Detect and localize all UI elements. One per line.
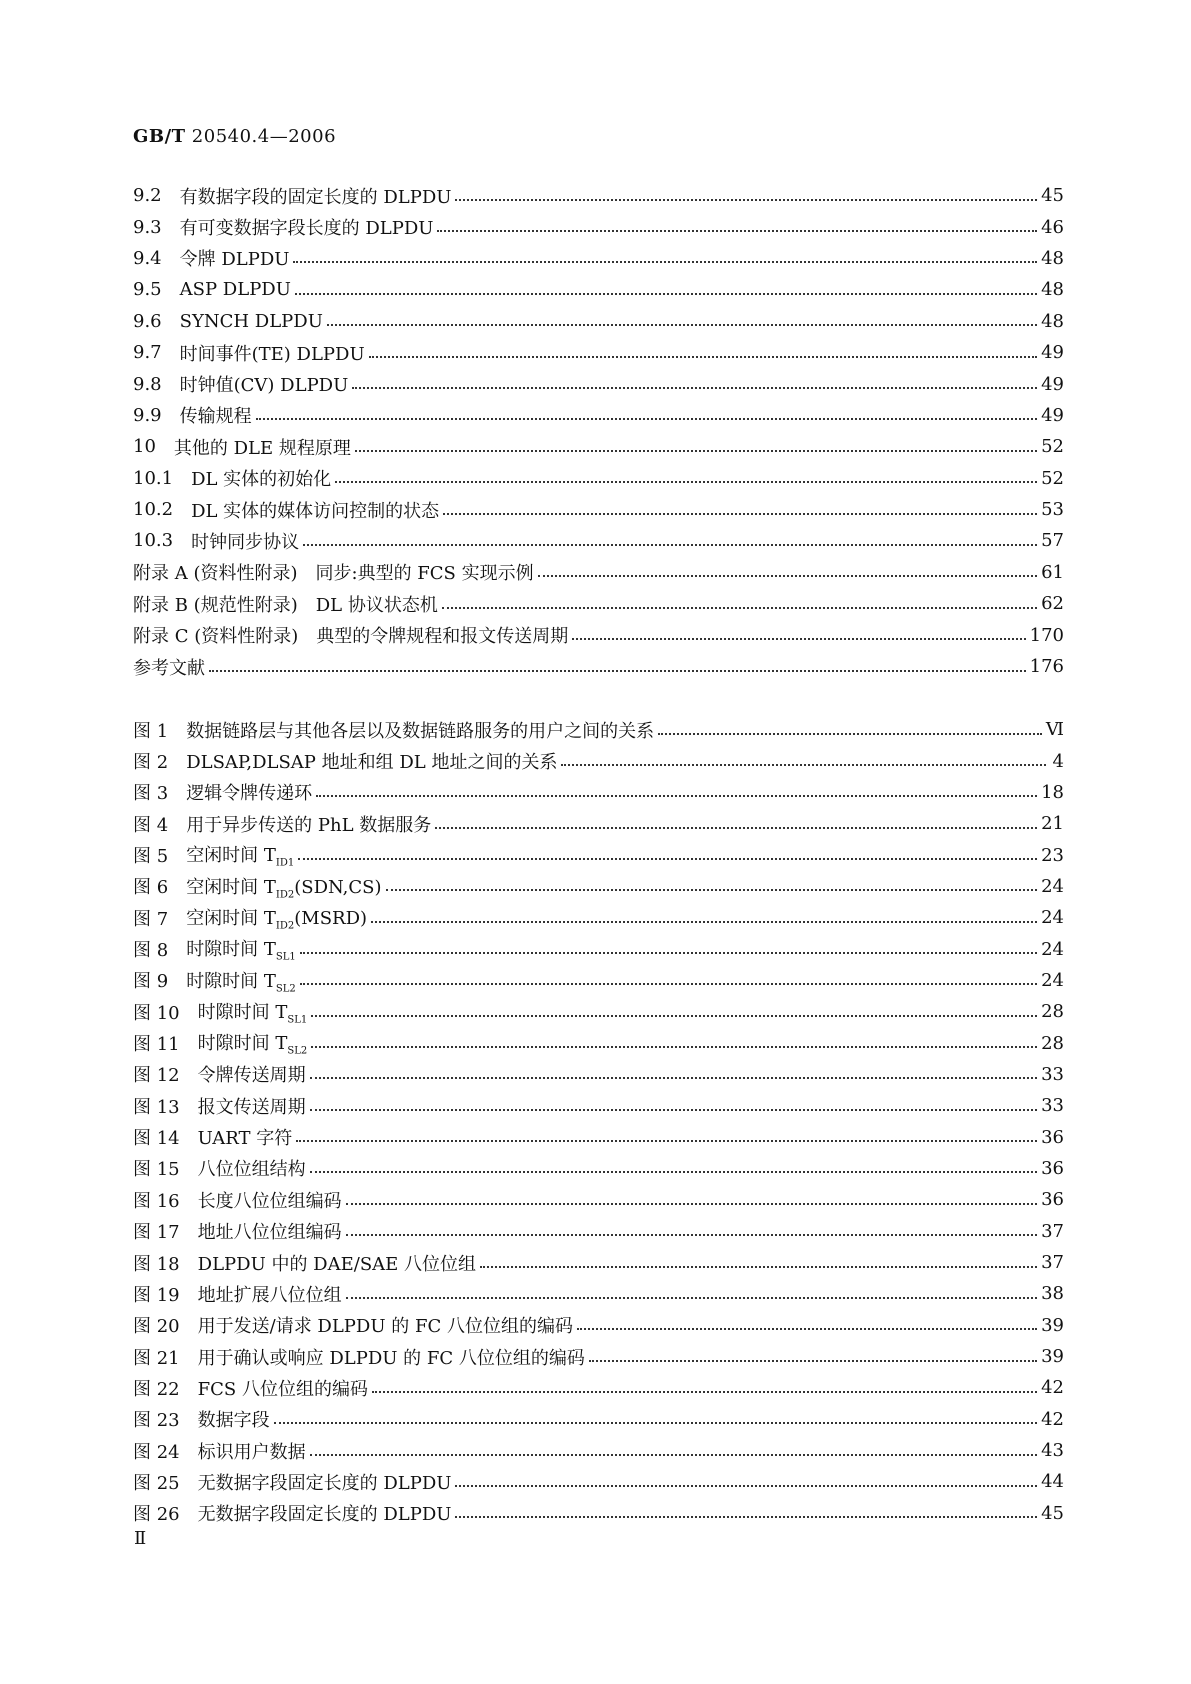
dot-leader [658, 733, 1042, 735]
dot-leader [572, 638, 1025, 640]
dot-leader [316, 795, 1037, 797]
toc-entry-number: 图 14 [133, 1128, 180, 1150]
toc-entry-page: 176 [1029, 656, 1064, 678]
standard-prefix: GB/T [133, 126, 186, 147]
toc-entry-page: 23 [1041, 844, 1064, 866]
toc-entry[interactable] [133, 1310, 1064, 1341]
toc-entry[interactable] [133, 463, 1064, 494]
toc-entry-number: 图 19 [133, 1284, 180, 1306]
toc-entry-number: 图 4 [133, 814, 169, 836]
dot-leader [310, 1109, 1037, 1111]
toc-entry-number: 图 5 [133, 846, 169, 868]
toc-entry-title: 八位位组结构 [197, 1159, 306, 1181]
toc-entry[interactable] [133, 368, 1064, 399]
toc-entry-page: 18 [1041, 781, 1064, 803]
toc-entry-title: 时钟值(CV) DLPDU [179, 375, 349, 397]
toc-entry[interactable] [133, 1341, 1064, 1372]
toc-entry[interactable] [133, 494, 1064, 525]
toc-entry-number: 9.8 [133, 373, 162, 395]
toc-entry[interactable] [133, 211, 1064, 242]
toc-entry-page: 33 [1041, 1095, 1064, 1117]
toc-sections [133, 180, 1064, 682]
toc-entry-title: UART 字符 [197, 1128, 293, 1150]
toc-entry-number: 图 10 [133, 1002, 180, 1024]
toc-entry-page: 62 [1041, 593, 1064, 615]
dot-leader [386, 889, 1038, 891]
toc-entry[interactable] [133, 1027, 1064, 1058]
dot-leader [209, 670, 1026, 672]
toc-entry-subscript: SL1 [287, 1014, 308, 1026]
toc-entry-number: 10.3 [133, 530, 174, 552]
dot-leader [372, 1391, 1037, 1393]
toc-entry-number: 图 25 [133, 1472, 180, 1494]
toc-entry-page: 48 [1041, 310, 1064, 332]
dot-leader [435, 827, 1037, 829]
toc-entry[interactable] [133, 1466, 1064, 1497]
toc-entry-number: 图 8 [133, 940, 169, 962]
dot-leader [442, 607, 1037, 609]
dot-leader [346, 1203, 1037, 1205]
toc-entry-title: DL 实体的初始化 [191, 469, 332, 491]
toc-entry-title: 传输规程 [179, 406, 252, 428]
toc-entry-subscript: SL2 [275, 983, 296, 995]
toc-entry[interactable] [133, 243, 1064, 274]
standard-number [133, 126, 336, 147]
toc-entry-title: DL 实体的媒体访问控制的状态 [191, 500, 440, 522]
toc-entry-number: 图 18 [133, 1253, 180, 1275]
toc-entry[interactable] [133, 1184, 1064, 1215]
toc-entry-page: 45 [1041, 1502, 1064, 1524]
toc-entry-title: 用于确认或响应 DLPDU 的 FC 八位位组的编码 [197, 1347, 585, 1369]
dot-leader [310, 1171, 1037, 1173]
toc-entry[interactable] [133, 745, 1064, 776]
dot-leader [369, 356, 1037, 358]
toc-entry-number: 图 22 [133, 1378, 180, 1400]
toc-entry-page: 52 [1041, 467, 1064, 489]
toc-entry[interactable] [133, 808, 1064, 839]
dot-leader [300, 952, 1037, 954]
toc-entry-page: 42 [1041, 1408, 1064, 1430]
toc-entry-title: 时隙时间 $T_{SL2}$ [197, 1033, 308, 1057]
dot-leader [296, 1140, 1037, 1142]
toc-entry-title: 有数据字段的固定长度的 DLPDU [179, 186, 452, 208]
dot-leader [589, 1360, 1037, 1362]
toc-entry-page: 49 [1041, 404, 1064, 426]
toc-entry-title: 数据字段 [197, 1410, 270, 1432]
toc-entry[interactable] [133, 619, 1064, 650]
toc-entry-number: 9.6 [133, 310, 162, 332]
toc-entry-page: 61 [1041, 561, 1064, 583]
toc-entry-page: 24 [1041, 938, 1064, 960]
dot-leader [455, 1485, 1037, 1487]
dot-leader [352, 387, 1037, 389]
toc-entry-title: 报文传送周期 [197, 1096, 306, 1118]
toc-entry[interactable] [133, 337, 1064, 368]
toc-entry[interactable] [133, 933, 1064, 964]
toc-entry-title: DL 协议状态机 [315, 594, 438, 616]
toc-entry-page: 28 [1041, 1001, 1064, 1023]
toc-entry-page: 49 [1041, 342, 1064, 364]
toc-entry-title: 同步:典型的 FCS 实现示例 [315, 563, 534, 585]
toc-entry[interactable] [133, 525, 1064, 556]
toc-entry-page: 48 [1041, 279, 1064, 301]
dot-leader [455, 1516, 1037, 1518]
toc-entry-page: 24 [1041, 907, 1064, 929]
dot-leader [335, 481, 1037, 483]
toc-entry-number: 10.2 [133, 499, 174, 521]
toc-entry-page: 24 [1041, 875, 1064, 897]
dot-leader [310, 1454, 1037, 1456]
toc-entry-title: 令牌 DLPDU [179, 249, 290, 271]
toc-entry[interactable] [133, 1278, 1064, 1309]
dot-leader [346, 1234, 1037, 1236]
dot-leader [538, 575, 1037, 577]
toc-entry-number: 图 16 [133, 1190, 180, 1212]
toc-entry-page: 52 [1041, 436, 1064, 458]
toc-entry-page: 42 [1041, 1377, 1064, 1399]
toc-entry-number: 图 2 [133, 752, 169, 774]
toc-entry-page: 170 [1029, 624, 1064, 646]
toc-entry-page: 36 [1041, 1126, 1064, 1148]
toc-entry[interactable] [133, 588, 1064, 619]
toc-entry-number: 图 12 [133, 1065, 180, 1087]
toc-entry-title: 典型的令牌规程和报文传送周期 [316, 626, 569, 648]
toc-entry[interactable] [133, 1059, 1064, 1090]
toc-entry[interactable] [133, 1247, 1064, 1278]
toc-entry-title: 用于发送/请求 DLPDU 的 FC 八位位组的编码 [197, 1316, 573, 1338]
toc-entry-number: 10.1 [133, 467, 174, 489]
toc-entry-title: 无数据字段固定长度的 DLPDU [197, 1472, 452, 1494]
toc-entry-number: 图 26 [133, 1504, 180, 1526]
toc-entry-number: 图 24 [133, 1441, 180, 1463]
dot-leader [311, 1046, 1037, 1048]
toc-entry-page: 36 [1041, 1157, 1064, 1179]
toc-entry[interactable] [133, 1435, 1064, 1466]
dot-leader [274, 1422, 1037, 1424]
toc-entry-page: 24 [1041, 969, 1064, 991]
toc-entry[interactable] [133, 557, 1064, 588]
toc-entry[interactable] [133, 651, 1064, 682]
toc-entry-title: 标识用户数据 [197, 1441, 306, 1463]
toc-entry[interactable] [133, 431, 1064, 462]
toc-entry[interactable] [133, 965, 1064, 996]
toc-entry-page: 39 [1041, 1346, 1064, 1368]
toc-entry-number: 9.9 [133, 404, 162, 426]
dot-leader [293, 261, 1037, 263]
toc-entry[interactable] [133, 1121, 1064, 1152]
toc-entry-title: ASP DLPDU [179, 279, 291, 301]
toc-entry[interactable] [133, 839, 1064, 870]
toc-entry-number: 图 1 [133, 720, 169, 742]
toc-entry[interactable] [133, 902, 1064, 933]
toc-entry-title: 时间事件(TE) DLPDU [179, 343, 365, 365]
dot-leader [371, 921, 1037, 923]
toc-entry-title: DLSAP,DLSAP 地址和组 DL 地址之间的关系 [186, 752, 558, 774]
toc-entry-title: DLPDU 中的 DAE/SAE 八位位组 [197, 1253, 477, 1275]
toc-entry-page: 21 [1041, 813, 1064, 835]
toc-entry-number: 图 6 [133, 877, 169, 899]
toc-entry-title: 数据链路层与其他各层以及数据链路服务的用户之间的关系 [186, 720, 655, 742]
toc-entry[interactable] [133, 714, 1064, 745]
toc-entry-title: 令牌传送周期 [197, 1065, 306, 1087]
toc-entry-number: 附录 B (规范性附录) [133, 594, 298, 616]
dot-leader [295, 293, 1037, 295]
dot-leader [355, 450, 1037, 452]
toc-entry-title: 时隙时间 $T_{SL2}$ [186, 970, 296, 995]
page-number: Ⅱ [134, 1528, 147, 1549]
toc-entry-subscript: ID1 [275, 857, 295, 869]
toc-entry-page: Ⅵ [1045, 719, 1064, 741]
dot-leader [346, 1297, 1037, 1299]
toc-entry-number: 图 11 [133, 1034, 180, 1056]
toc-entry-title: 有可变数据字段长度的 DLPDU [179, 218, 434, 240]
toc-entry-subscript: SL2 [287, 1045, 308, 1057]
toc-entry-page: 36 [1041, 1189, 1064, 1211]
dot-leader [577, 1328, 1037, 1330]
toc-entry-title: FCS 八位位组的编码 [197, 1378, 368, 1400]
toc-entry-number: 附录 C (资料性附录) [133, 626, 299, 648]
dot-leader [327, 324, 1037, 326]
toc-entry-title: 时隙时间 $T_{SL1}$ [186, 939, 296, 963]
toc-entry-title: 无数据字段固定长度的 DLPDU [197, 1504, 452, 1526]
dot-leader [256, 418, 1037, 420]
toc-entry[interactable] [133, 400, 1064, 431]
toc-entry-title: 空闲时间 $T_{ID1}$ [186, 845, 295, 869]
toc-entry-page: 53 [1041, 499, 1064, 521]
toc-entry-title: 空闲时间 $T_{ID2}(SDN,CS)$ [186, 876, 382, 901]
toc-entry[interactable] [133, 777, 1064, 808]
toc-entry-page: 43 [1041, 1440, 1064, 1462]
toc-entry-page: 37 [1041, 1220, 1064, 1242]
toc-entry-page: 48 [1041, 247, 1064, 269]
dot-leader [300, 983, 1037, 985]
toc-entry-page: 37 [1041, 1252, 1064, 1274]
toc-entry-number: 图 17 [133, 1222, 180, 1244]
toc-entry-number: 图 15 [133, 1159, 180, 1181]
dot-leader [437, 230, 1037, 232]
toc-entry-page: 4 [1052, 750, 1064, 772]
toc-entry-title: 其他的 DLE 规程原理 [173, 437, 351, 459]
dot-leader [311, 1015, 1037, 1017]
toc-entry-number: 9.7 [133, 342, 162, 364]
toc-entry[interactable] [133, 996, 1064, 1027]
toc-entry-title: 地址八位位组编码 [197, 1222, 342, 1244]
dot-leader [298, 858, 1037, 860]
toc-entry-number: 附录 A (资料性附录) [133, 563, 298, 585]
toc-entry-number: 9.5 [133, 279, 162, 301]
toc-entry-number: 图 7 [133, 908, 169, 930]
toc-entry-title: 逻辑令牌传递环 [186, 783, 313, 805]
toc-entry[interactable] [133, 1372, 1064, 1403]
toc-entry-title: 用于异步传送的 PhL 数据服务 [186, 814, 432, 836]
toc-entry[interactable] [133, 306, 1064, 337]
dot-leader [561, 764, 1046, 766]
toc-entry-title: SYNCH DLPDU [179, 310, 323, 332]
toc-entry-page: 57 [1041, 530, 1064, 552]
dot-leader [310, 1077, 1037, 1079]
toc-entry-subscript: SL1 [275, 951, 296, 963]
dot-leader [443, 513, 1037, 515]
dot-leader [480, 1266, 1037, 1268]
toc-entry-number: 图 21 [133, 1347, 180, 1369]
toc-entry-title: 时钟同步协议 [191, 531, 300, 553]
dot-leader [303, 544, 1037, 546]
toc-entry-page: 49 [1041, 373, 1064, 395]
toc-figures [133, 714, 1064, 1529]
toc-entry-number: 9.2 [133, 185, 162, 207]
toc-entry-number: 图 13 [133, 1096, 180, 1118]
toc-entry-number: 参考文献 [133, 657, 205, 679]
toc-entry-page: 28 [1041, 1032, 1064, 1054]
toc-entry[interactable] [133, 1153, 1064, 1184]
toc-entry[interactable] [133, 1498, 1064, 1529]
toc-entry-subscript: ID2 [275, 920, 295, 932]
toc-entry-number: 图 3 [133, 783, 169, 805]
standard-code: 20540.4—2006 [191, 126, 337, 147]
toc-entry-page: 44 [1041, 1471, 1064, 1493]
toc-entry-number: 10 [133, 436, 156, 458]
toc-entry-number: 图 9 [133, 971, 169, 993]
toc-entry[interactable] [133, 1090, 1064, 1121]
toc-entry[interactable] [133, 1404, 1064, 1435]
toc-entry[interactable] [133, 1216, 1064, 1247]
toc-entry[interactable] [133, 180, 1064, 211]
toc-entry-title: 地址扩展八位位组 [197, 1284, 342, 1306]
toc-entry-number: 9.4 [133, 247, 162, 269]
toc-entry-subscript: ID2 [275, 889, 295, 901]
toc-entry-page: 38 [1041, 1283, 1064, 1305]
toc-entry-title: 时隙时间 $T_{SL1}$ [197, 1001, 308, 1026]
toc-entry-page: 45 [1041, 185, 1064, 207]
toc-entry-number: 9.3 [133, 216, 162, 238]
toc-entry[interactable] [133, 274, 1064, 305]
toc-entry-title: 长度八位位组编码 [197, 1190, 342, 1212]
toc-entry-number: 图 23 [133, 1410, 180, 1432]
toc-entry[interactable] [133, 871, 1064, 902]
toc-entry-title: 空闲时间 $T_{ID2}(MSRD)$ [186, 907, 368, 932]
toc-entry-page: 46 [1041, 216, 1064, 238]
toc-entry-page: 39 [1041, 1314, 1064, 1336]
toc-entry-number: 图 20 [133, 1316, 180, 1338]
dot-leader [455, 199, 1037, 201]
toc-entry-page: 33 [1041, 1063, 1064, 1085]
